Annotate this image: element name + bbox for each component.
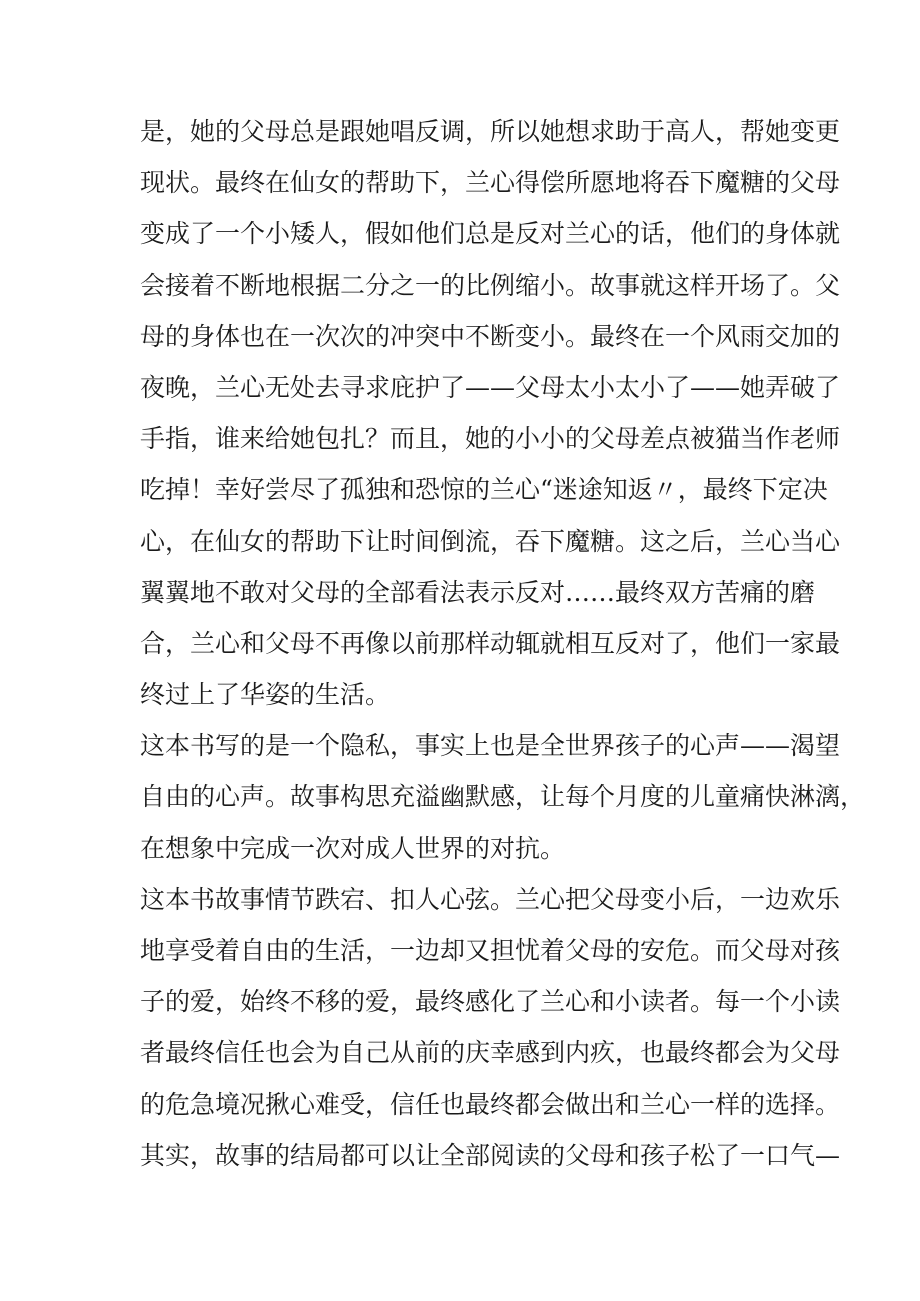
paragraph-2 (140, 720, 866, 874)
text-line: 翼翼地不敢对父母的全部看法表示反对……最终双方苦痛的磨 (140, 577, 816, 607)
text-line: 合，兰心和父母不再像以前那样动辄就相互反对了，他们一家最 (140, 628, 841, 658)
text-line: 变成了一个小矮人，假如他们总是反对兰心的话，他们的身体就 (140, 219, 841, 249)
text-line: 心，在仙女的帮助下让时间倒流，吞下魔糖。这之后，兰心当心 (140, 526, 841, 556)
text-line: 的危急境况揪心难受，信任也最终都会做出和兰心一样的选择。 (140, 1089, 841, 1119)
text-line: 终过上了华姿的生活。 (140, 680, 391, 710)
text-line: 夜晚，兰心无处去寻求庇护了——父母太小太小了——她弄破了 (140, 372, 841, 402)
text-line: 这本书故事情节跌宕、扣人心弦。兰心把父母变小后，一边欢乐 (140, 884, 841, 914)
body-text (140, 106, 866, 1181)
text-line: 地享受着自由的生活，一边却又担忧着父母的安危。而父母对孩 (140, 936, 841, 965)
paragraph-1 (140, 106, 841, 720)
text-line: 者最终信任也会为自己从前的庆幸感到内疚，也最终都会为父母 (140, 1038, 841, 1068)
text-line: 自由的心声。故事构思充溢幽默感，让每个月度的儿童痛快淋漓， (140, 782, 866, 812)
text-line: 在想象中完成一次对成人世界的对抗。 (140, 833, 566, 863)
text-line: 母的身体也在一次次的冲突中不断变小。最终在一个风雨交加的 (140, 321, 841, 351)
text-line: 手指，谁来给她包扎？而且，她的小小的父母差点被猫当作老师 (140, 424, 841, 454)
paragraph-3 (140, 874, 841, 1181)
text-line: 其实，故事的结局都可以让全部阅读的父母和孩子松了一口气— (140, 1140, 841, 1170)
text-line: 现状。最终在仙女的帮助下，兰心得偿所愿地将吞下魔糖的父母 (140, 168, 841, 198)
text-line: 子的爱，始终不移的爱，最终感化了兰心和小读者。每一个小读 (140, 987, 841, 1017)
text-line: 会接着不断地根据二分之一的比例缩小。故事就这样开场了。父 (140, 270, 841, 300)
text-line: 吃掉！幸好尝尽了孤独和恐惊的兰心“迷途知返〃，最终下定决 (140, 475, 828, 505)
text-line: 这本书写的是一个隐私，事实上也是全世界孩子的心声——渴望 (140, 731, 841, 761)
text-line: 是，她的父母总是跟她唱反调，所以她想求助于高人，帮她变更 (140, 117, 841, 146)
